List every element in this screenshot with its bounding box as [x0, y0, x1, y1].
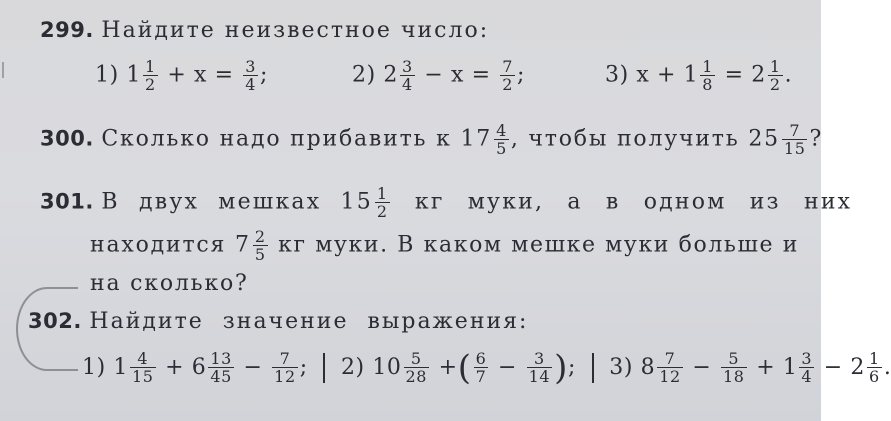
problem-text: , чтобы получить 25 [510, 126, 780, 152]
fraction-denominator: 12 [274, 367, 296, 386]
expression-text: x + 1 [636, 62, 699, 88]
fraction-denominator: 4 [401, 75, 413, 94]
fraction-numerator: 7 [502, 57, 513, 76]
problem-number: 302. [28, 309, 82, 333]
problem-text: кг муки, а в одном из них [391, 189, 853, 215]
fraction [494, 122, 509, 157]
fraction-numerator: 7 [782, 122, 808, 140]
expression-3: 3) 8 $\frac{7}{12}$ − $\frac{5}{18}$ + 1 $\frac{3}{4}$ − 2 $\frac{1}{6}$ . [609, 349, 891, 386]
fraction [474, 350, 489, 385]
expression-text: = 2 [724, 62, 766, 88]
fraction-numerator: 7 [657, 350, 683, 368]
fraction [500, 58, 515, 93]
problem-299-heading [40, 18, 489, 43]
problem-number: 299. [40, 18, 94, 42]
fraction-numerator: 1 [376, 184, 388, 203]
fraction-numerator: 4 [496, 121, 507, 140]
fraction [208, 350, 234, 385]
problem-text: Сколько надо прибавить к 17 [101, 126, 493, 152]
fraction [700, 58, 715, 93]
fraction-denominator: 4 [801, 367, 813, 386]
fraction-numerator: 3 [401, 57, 413, 76]
fraction-numerator: 1 [769, 57, 781, 76]
margin-mark [2, 62, 4, 78]
problem-number: 300. [40, 126, 94, 151]
problem-301-line-3 [90, 271, 249, 296]
problem-text: В двух мешках 15 [101, 189, 373, 215]
problem-number: 301. [40, 189, 94, 214]
fraction-numerator: 2 [254, 227, 266, 246]
fraction-denominator: 14 [528, 367, 551, 386]
fraction-denominator: 6 [869, 367, 880, 386]
problem-299-item-1: 1) 1 $\frac{1}{2}$ + x = $\frac{3}{4}$ ; [95, 57, 269, 94]
fraction [143, 58, 158, 93]
problem-text: находится 7 [90, 232, 251, 258]
fraction [721, 350, 747, 385]
fraction-numerator: 3 [801, 349, 813, 368]
fraction-denominator: 4 [245, 75, 256, 94]
fraction [130, 350, 156, 385]
fraction [527, 350, 553, 385]
fraction [400, 58, 415, 93]
problem-302-heading [28, 309, 528, 334]
fraction-denominator: 5 [496, 139, 507, 158]
fraction-numerator: 1 [869, 349, 880, 368]
expression-1: 1) 1 $\frac{4}{15}$ + 6 $\frac{13}{45}$ − $\frac{7}{12}$ ; [82, 349, 308, 386]
item-label: 1) [95, 62, 119, 88]
fraction-denominator: 15 [783, 139, 806, 158]
fraction-denominator: 8 [702, 75, 713, 94]
expression-text: + x = [167, 62, 234, 88]
separator [592, 353, 594, 383]
fraction-numerator: 13 [210, 349, 232, 368]
problem-300: 300. Сколько надо прибавить к 17 $\frac{4}{5}$ , чтобы получить 25 $\frac{7}{15}$ ? [40, 121, 822, 158]
problem-299-item-3: 3) x + 1 $\frac{1}{8}$ = 2 $\frac{1}{2}$ . [605, 57, 793, 94]
mixed-whole: 2 [383, 62, 398, 88]
fraction-denominator: 7 [475, 367, 487, 386]
fraction-numerator: 5 [721, 350, 747, 368]
fraction [375, 185, 390, 220]
expression-text: − x = [424, 62, 491, 88]
fraction-denominator: 2 [502, 75, 513, 94]
fraction-denominator: 45 [210, 367, 232, 386]
fraction [657, 350, 683, 385]
separator [323, 353, 325, 383]
fraction [799, 350, 814, 385]
fraction-numerator: 4 [130, 350, 156, 368]
problem-title: Найдите неизвестное число: [101, 18, 490, 43]
fraction-denominator: 2 [144, 75, 156, 94]
item-label: 2) [352, 62, 376, 88]
problem-302-expressions [82, 347, 891, 388]
item-label: 3) [605, 62, 629, 88]
fraction [768, 58, 783, 93]
problem-text: кг муки. В каком мешке муки больше и [269, 232, 800, 258]
fraction-numerator: 1 [702, 57, 713, 76]
problem-301-line-1 [40, 185, 852, 220]
problem-299-item-2: 2) 2 $\frac{3}{4}$ − x = $\frac{7}{2}$ ; [352, 57, 526, 94]
problem-301-line-2 [90, 228, 799, 263]
fraction [272, 350, 298, 385]
fraction-denominator: 28 [405, 367, 428, 386]
fraction [253, 228, 268, 263]
fraction-numerator: 3 [245, 57, 256, 76]
fraction-denominator: 12 [659, 367, 681, 386]
mixed-whole: 1 [126, 62, 141, 88]
fraction [782, 122, 808, 157]
fraction-numerator: 3 [527, 350, 553, 368]
expression-2: 2) 10 $\frac{5}{28}$ +( $\frac{6}{7}$ − $\frac{3}{14}$ ); [340, 347, 577, 388]
fraction-denominator: 2 [769, 75, 781, 94]
fraction-denominator: 5 [254, 245, 266, 264]
fraction-denominator: 18 [723, 367, 745, 386]
fraction-numerator: 6 [475, 349, 487, 368]
fraction [867, 350, 882, 385]
fraction-numerator: 5 [404, 350, 430, 368]
fraction-numerator: 1 [144, 57, 156, 76]
problem-title: Найдите значение выражения: [89, 309, 529, 334]
fraction-numerator: 7 [272, 350, 298, 368]
fraction [243, 58, 258, 93]
fraction-denominator: 15 [131, 367, 154, 386]
fraction-denominator: 2 [376, 202, 388, 221]
fraction [404, 350, 430, 385]
problem-text: на сколько? [90, 271, 249, 296]
